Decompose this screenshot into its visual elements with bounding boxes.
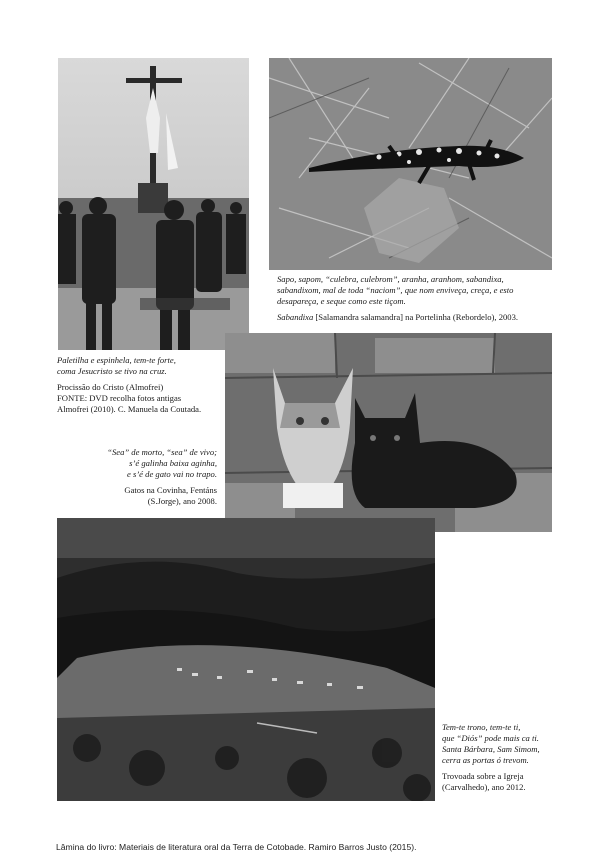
landscape-credit-line: Trovoada sobre a Igreja [442,771,524,781]
salamander-credit-species: Sabandixa [277,312,314,322]
salamander-credit [277,312,552,323]
cats-verse-line: s’é galinha baixa aginha, [129,458,217,468]
cats-verse-line: e s’é de gato vai no trapo. [127,469,217,479]
landscape-photo [57,518,435,801]
salamander-caption [277,274,552,323]
salamander-verse-line: sabandixom, mal de toda “naciom”, que nom enviveça, creça, e esto [277,285,514,295]
salamander-verse-line: Sapo, sapom, “culebra, culebrom”, aranha, aranhom, sabandixa, [277,274,504,284]
procession-caption [57,355,227,415]
cats-photo [225,333,552,532]
procession-credit-line: Procissão do Cristo (Almofrei) [57,382,164,392]
landscape-verse-line: que “Diós” pode mais ca ti. [442,733,539,743]
salamander-credit-text: [Salamandra salamandra] na Portelinha (Rebordelo), 2003. [313,312,519,322]
salamander-verse-line: desapareça, e seque como este tiçom. [277,296,406,306]
procession-credit-line: FONTE: DVD recolha fotos antigas [57,393,182,403]
cats-caption [58,447,217,507]
procession-verse-line: coma Jesucristo se tivo na cruz. [57,366,167,376]
cats-credit-line: Gatos na Covinha, Fentáns [124,485,217,495]
landscape-verse-line: Santa Bárbara, Sam Simom, [442,744,540,754]
page-footer: Lâmina do livro: Materiais de literatura oral da Terra de Cotobade. Ramiro Barros Justo (2015). [56,842,417,852]
procession-photo [58,58,249,350]
landscape-verse-line: cerra as portas ó trevom. [442,755,529,765]
procession-credit-line: Almofrei (2010). C. Manuela da Coutada. [57,404,202,414]
landscape-caption [442,722,554,793]
procession-verse-line: Paletilha e espinhela, tem-te forte, [57,355,176,365]
landscape-verse-line: Tem-te trono, tem-te ti, [442,722,521,732]
salamander-photo [269,58,552,270]
cats-verse-line: “Sea” de morto, “sea” de vivo; [107,447,217,457]
landscape-credit-line: (Carvalhedo), ano 2012. [442,782,526,792]
cats-credit-line: (S.Jorge), ano 2008. [147,496,217,506]
